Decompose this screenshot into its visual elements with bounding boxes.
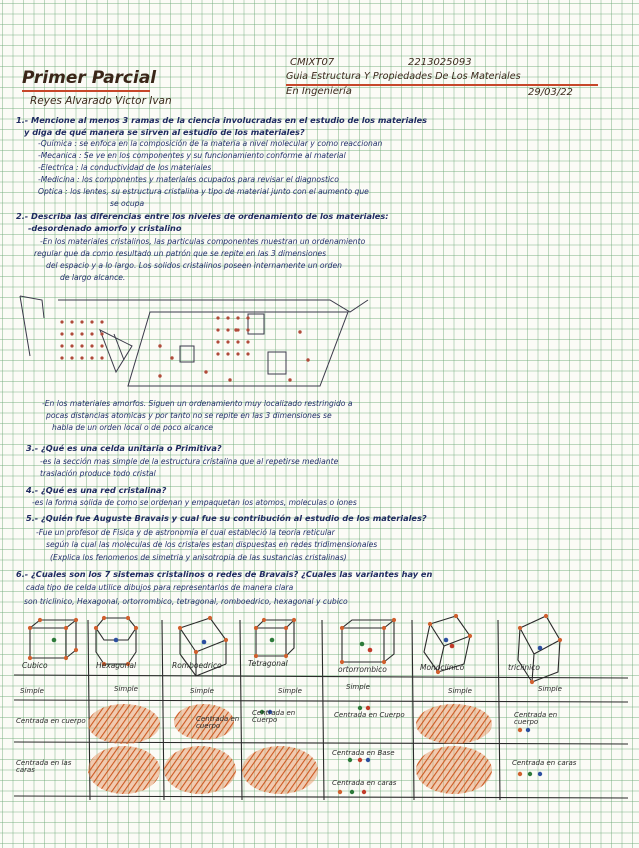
atom-dot: [254, 654, 258, 658]
question-4: 4.- ¿Qué es una red cristalina?: [26, 485, 167, 495]
cell-face-centered: Centrada en caras: [332, 779, 397, 787]
author-name: Reyes Alvarado Victor Ivan: [30, 95, 172, 107]
atom-dot: [270, 638, 275, 643]
atom-dot: [528, 772, 532, 776]
atom-dot: [358, 706, 362, 710]
atom-dot: [284, 654, 288, 658]
answer-line: -Medicina : los componentes y materiales ocupados para revisar el diagnostico: [38, 175, 339, 184]
question-2-cont: -desordenado amorfo y cristalino: [28, 223, 182, 233]
atom-dot: [382, 660, 386, 664]
answer-line: -En los materiales cristalinos, las particulas componentes muestran un ordenamiento: [40, 237, 366, 246]
atom-dot: [254, 626, 258, 630]
atom-dot: [450, 644, 455, 649]
atom-dot: [348, 758, 352, 762]
atom-dot: [262, 618, 266, 622]
atom-dot: [468, 634, 472, 638]
atom-dot: [350, 790, 354, 794]
cell-body-centered: Centrada en cuerpo: [196, 715, 240, 730]
cell-face-centered: Centrada en caras: [512, 759, 577, 767]
cell-face-centered: Centrada en las caras: [16, 759, 72, 774]
cell-simple: Simple: [114, 685, 138, 693]
cell-simple: Simple: [346, 683, 370, 691]
atom-dot: [444, 638, 449, 643]
atom-dot: [102, 616, 106, 620]
atom-dot: [52, 638, 57, 643]
cell-body-centered: Centrada en cuerpo: [16, 717, 86, 725]
answer-line: pocas distancias atomicas y por tanto no se repite en las 3 dimensiones se: [46, 411, 332, 420]
system-label-monoclinico: Monoclinico: [420, 663, 465, 672]
atom-dot: [74, 648, 78, 652]
atom-dot: [338, 790, 342, 794]
system-label-tetragonal: Tetragonal: [248, 659, 288, 668]
atom-dot: [526, 728, 530, 732]
atom-dot: [292, 618, 296, 622]
question-1: 1.- Mencione al menos 3 ramas de la ciencia involucradas en el estudio de los materiales: [16, 115, 428, 125]
atom-dot: [340, 660, 344, 664]
page-title: Primer Parcial: [22, 68, 157, 88]
answer-line: -Fue un profesor de Fisica y de astronomía el cual estableció la teoria reticular: [36, 528, 335, 537]
atom-dot: [94, 626, 98, 630]
atom-dot: [518, 772, 522, 776]
system-label-cubico: Cubico: [22, 661, 48, 670]
atom-dot: [366, 706, 370, 710]
atom-dot: [114, 638, 119, 643]
atom-dot: [64, 626, 68, 630]
group-code: CMIXT07: [290, 57, 335, 68]
system-label-hexagonal: Hexagonal: [96, 661, 137, 670]
atom-dot: [538, 772, 542, 776]
atom-dot: [518, 626, 522, 630]
atom-dot: [544, 614, 548, 618]
answer-line: de largo alcance.: [60, 273, 126, 282]
atom-dot: [362, 790, 366, 794]
atom-dot: [202, 640, 207, 645]
date: 29/03/22: [528, 87, 573, 98]
atom-dot: [538, 646, 543, 651]
answer-line: se ocupa: [110, 199, 145, 208]
answer-line: (Explica los fenomenos de simetria y anisotropia de las sustancias cristalinas): [50, 553, 347, 562]
answer-line: del espacio y a lo largo. Los solidos cristalinos poseen internamente un orden: [46, 261, 342, 270]
cell-body-centered: Centrada en cuerpo: [514, 711, 558, 726]
cell-simple: Simple: [278, 687, 302, 695]
answer-line: -Electrica : la conductividad de los materiales: [38, 163, 212, 172]
answer-line: -Química : se enfoca en la composición de la materia a nivel molecular y como reaccionan: [38, 139, 383, 148]
cell-body-centered: Centrada en Cuerpo: [252, 709, 296, 724]
cell-simple: Simple: [538, 685, 562, 693]
question-6: 6.- ¿Cuales son los 7 sistemas cristalinos o redes de Bravais? ¿Cuales las variantes hay en: [16, 569, 433, 579]
cell-simple: Simple: [190, 687, 214, 695]
answer-line: son triclinico, Hexagonal, ortorrombico, tetragonal, romboedrico, hexagonal y cubico: [24, 597, 348, 606]
atom-dot: [134, 626, 138, 630]
atom-dot: [382, 626, 386, 630]
answer-line: -Mecanica : Se ve en los componentes y su funcionamiento conforme al material: [38, 151, 346, 160]
atom-dot: [74, 618, 78, 622]
atom-dot: [366, 758, 370, 762]
atom-dot: [368, 648, 373, 653]
system-label-ortorrombico: ortorrombico: [338, 665, 387, 674]
cell-body-centered: Centrada en Cuerpo: [334, 711, 405, 719]
answer-line: -es la forma solida de como se ordenan y empaquetan los atomos, moleculas o iones: [32, 498, 357, 507]
answer-line: Optica : los lentes, su estructura cristalina y tipo de material junto con el aumento que: [38, 187, 369, 196]
atom-dot: [178, 626, 182, 630]
question-1-cont: y diga de qué manera se sirven al estudio de los materiales?: [24, 127, 305, 137]
answer-line: cada tipo de celda utilice dibujos para representarlos de manera clara: [26, 583, 294, 592]
atom-dot: [28, 626, 32, 630]
atom-dot: [530, 680, 534, 684]
atom-dot: [360, 642, 365, 647]
subject-line-2: En Ingeniería: [286, 86, 352, 97]
atom-dot: [454, 614, 458, 618]
answer-line: habla de un orden local o de poco alcance: [52, 423, 213, 432]
question-3: 3.- ¿Qué es una celda unitaria o Primitiva?: [26, 443, 222, 453]
atom-dot: [224, 638, 228, 642]
question-2: 2.- Describa las diferencias entre los niveles de ordenamiento de los materiales:: [16, 211, 389, 221]
cell-simple: Simple: [20, 687, 44, 695]
cell-base-centered: Centrada en Base: [332, 749, 395, 757]
question-5: 5.- ¿Quién fue Auguste Bravais y cual fue su contribución al estudio de los materiales?: [26, 513, 427, 523]
student-id: 2213025093: [408, 57, 472, 68]
atom-dot: [64, 656, 68, 660]
atom-dot: [340, 626, 344, 630]
atom-dot: [28, 656, 32, 660]
answer-line: traslación produce todo cristal: [40, 469, 156, 478]
atom-dot: [558, 638, 562, 642]
atom-dot: [428, 622, 432, 626]
answer-line: según la cual las moleculas de los cristales estan dispuestas en redes tridimensionales: [46, 540, 378, 549]
system-label-triclinico: triclinico: [508, 663, 540, 672]
answer-line: -En los materiales amorfos. Siguen un ordenamiento muy localizado restringido a: [42, 399, 353, 408]
atom-dot: [284, 626, 288, 630]
atom-dot: [358, 758, 362, 762]
system-label-romboedrico: Romboedrico: [172, 661, 222, 670]
atom-dot: [126, 616, 130, 620]
atom-dot: [194, 650, 198, 654]
atom-dot: [392, 618, 396, 622]
subject-line-1: Guia Estructura Y Propiedades De Los Materiales: [286, 71, 521, 82]
atom-dot: [208, 616, 212, 620]
answer-line: regular que da como resultado un patrón que se repite en las 3 dimensiones: [34, 249, 327, 258]
cell-simple: Simple: [448, 687, 472, 695]
atom-dot: [518, 728, 522, 732]
atom-dot: [38, 618, 42, 622]
answer-line: -es la sección mas simple de la estructura cristalina que al repetirse mediante: [40, 457, 339, 466]
